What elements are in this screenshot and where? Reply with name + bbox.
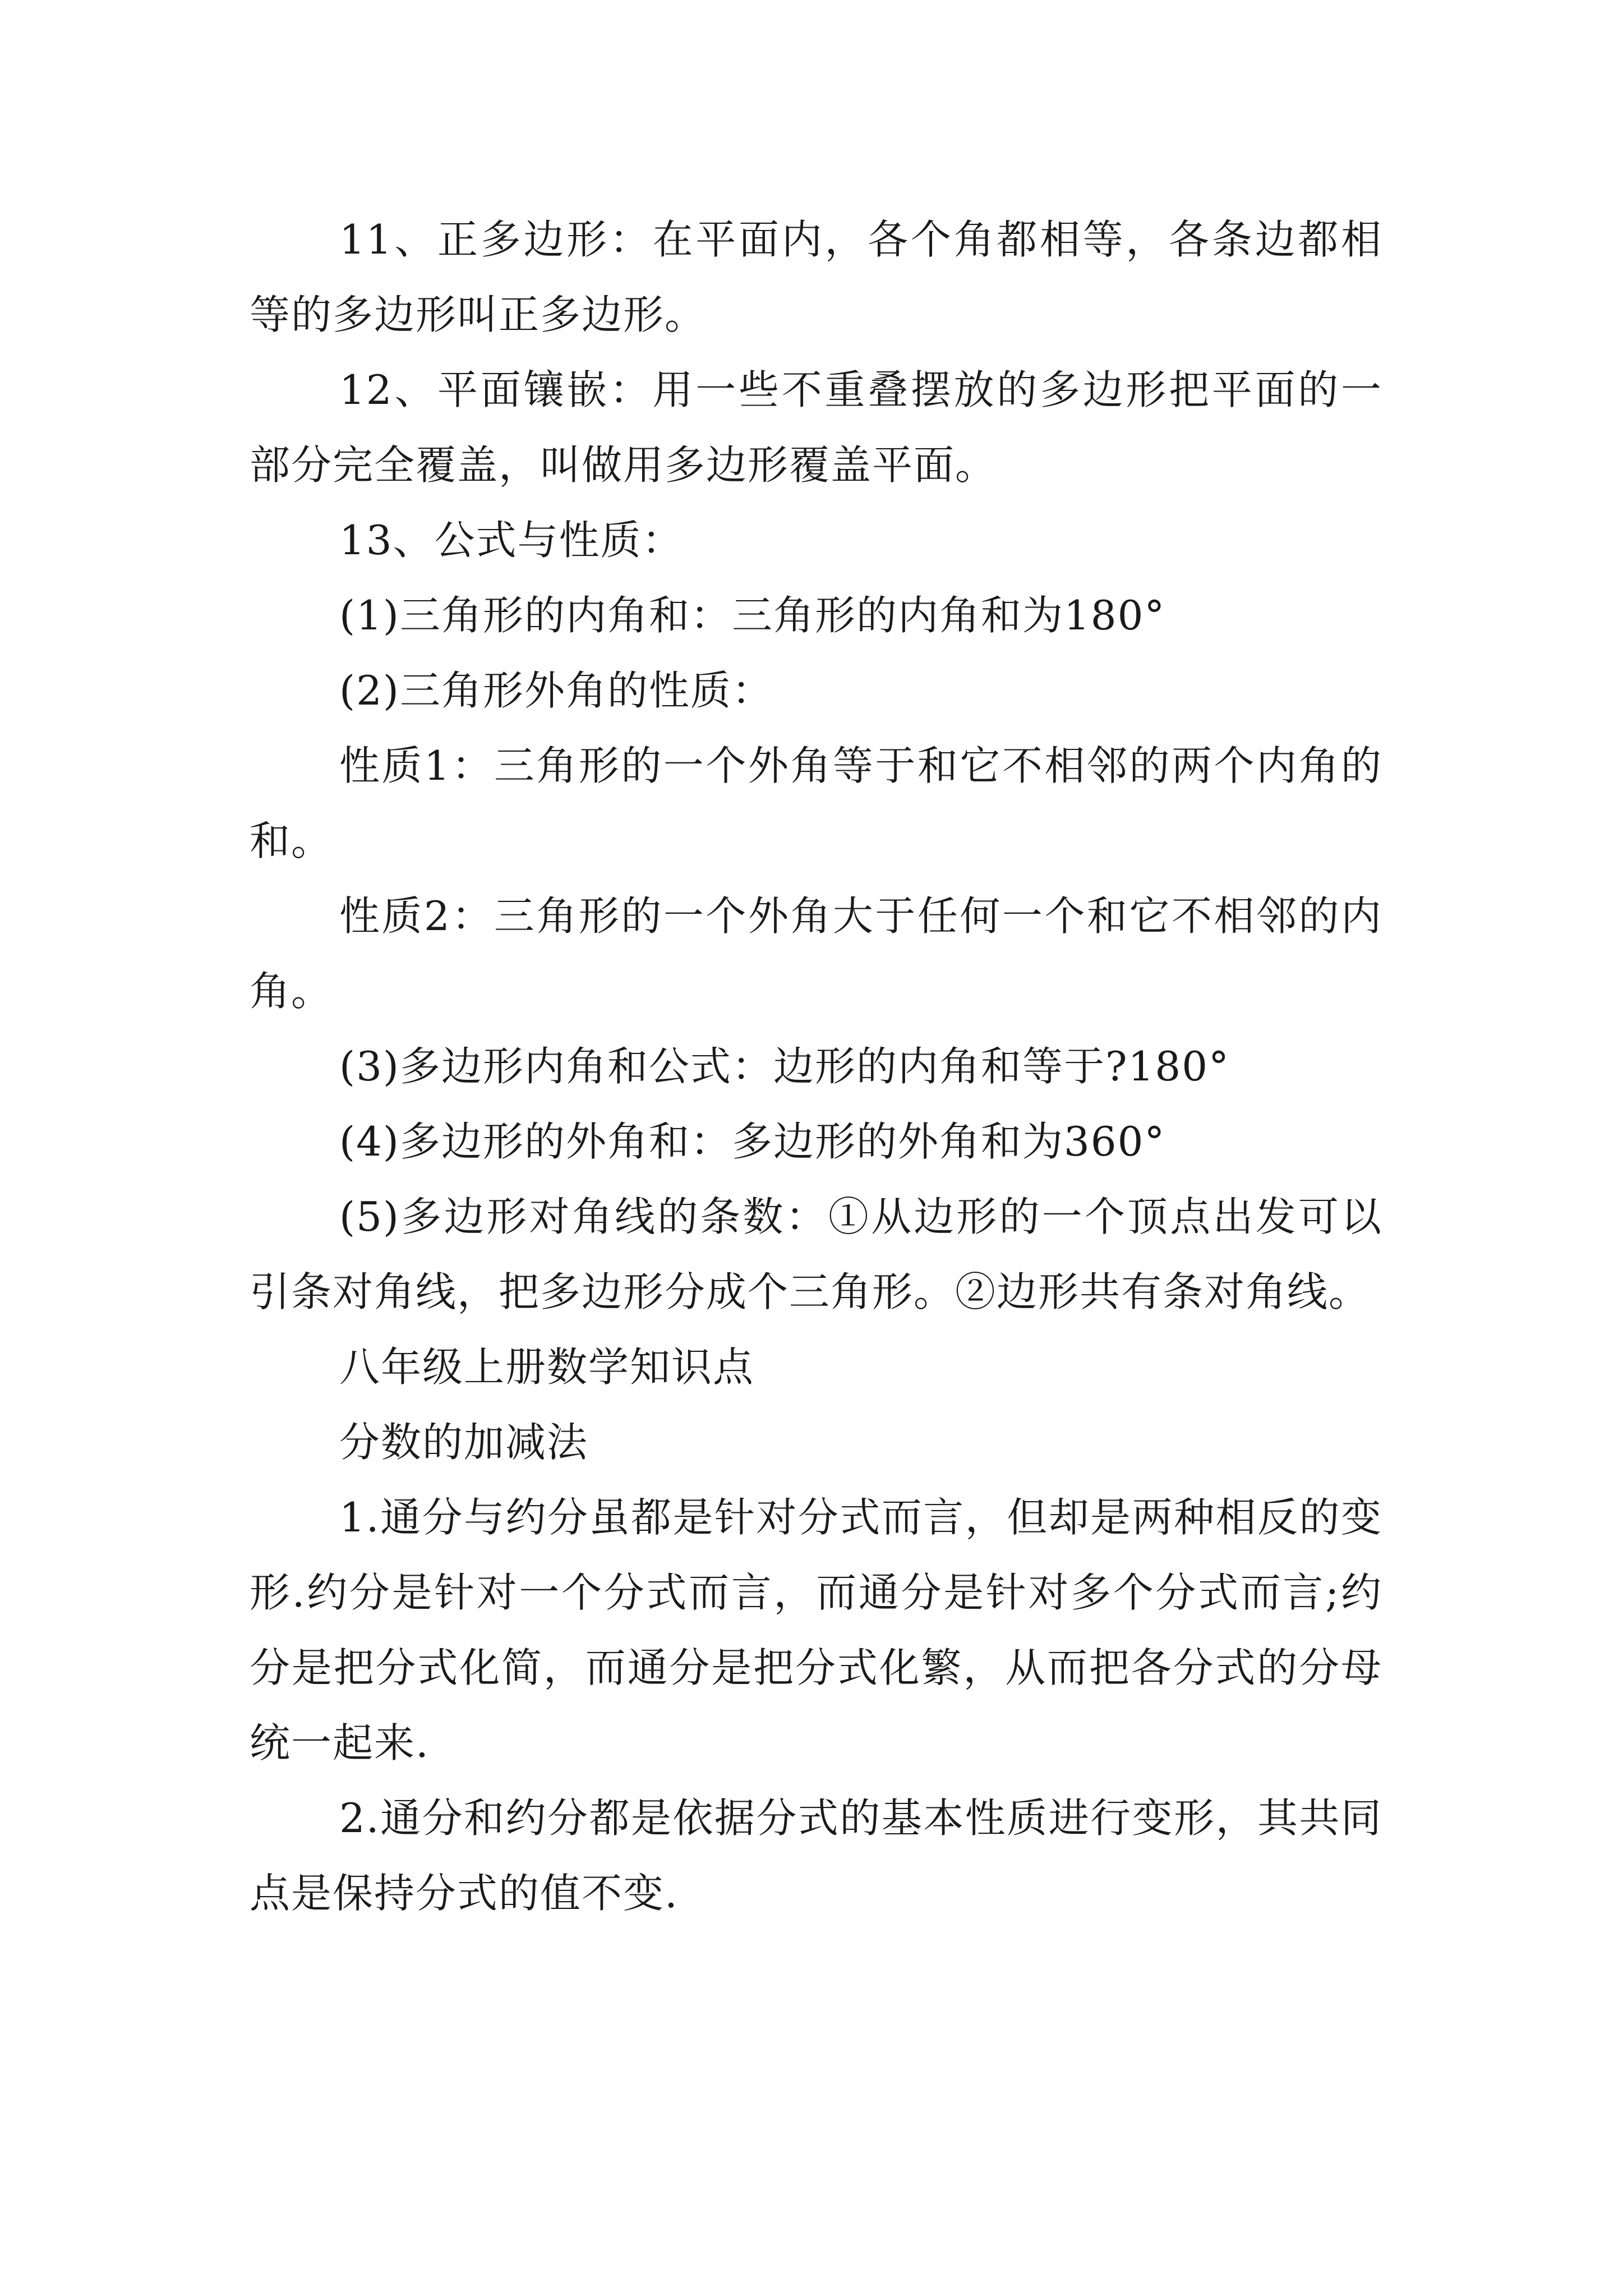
paragraph-point-2: 2.通分和约分都是依据分式的基本性质进行变形，其共同点是保持分式的值不变. [250, 1795, 1382, 1917]
paragraph-tessellation: 12、平面镶嵌：用一些不重叠摆放的多边形把平面的一部分完全覆盖，叫做用多边形覆盖平面。 [250, 366, 1382, 489]
subsection-title: 分数的加减法 [339, 1419, 589, 1466]
document-body [250, 202, 1382, 1931]
paragraph-triangle-angle-sum: (1)三角形的内角和：三角形的内角和为180° [339, 592, 1166, 639]
paragraph-property-1: 性质1：三角形的一个外角等于和它不相邻的两个内角的和。 [250, 742, 1382, 864]
paragraph-polygon-exterior-sum: (4)多边形的外角和：多边形的外角和为360° [339, 1118, 1166, 1165]
paragraph-property-2: 性质2：三角形的一个外角大于任何一个和它不相邻的内角。 [250, 892, 1382, 1015]
section-title: 八年级上册数学知识点 [339, 1343, 755, 1391]
paragraph-polygon-interior-sum: (3)多边形内角和公式：边形的内角和等于?180° [339, 1043, 1230, 1090]
paragraph-point-1: 1.通分与约分虽都是针对分式而言，但却是两种相反的变形.约分是针对一个分式而言，而通分是针对多个分式而言;约分是把分式化简，而通分是把分式化繁，从而把各分式的分母统一起来. [250, 1494, 1382, 1766]
paragraph-regular-polygon: 11、正多边形：在平面内，各个角都相等，各条边都相等的多边形叫正多边形。 [250, 216, 1382, 338]
paragraph-diagonals: (5)多边形对角线的条数：①从边形的一个顶点出发可以引条对角线，把多边形分成个三角形。②边形共有条对角线。 [250, 1193, 1382, 1315]
paragraph-formulas-heading: 13、公式与性质： [339, 517, 684, 564]
paragraph-exterior-angle-heading: (2)三角形外角的性质： [339, 667, 773, 714]
